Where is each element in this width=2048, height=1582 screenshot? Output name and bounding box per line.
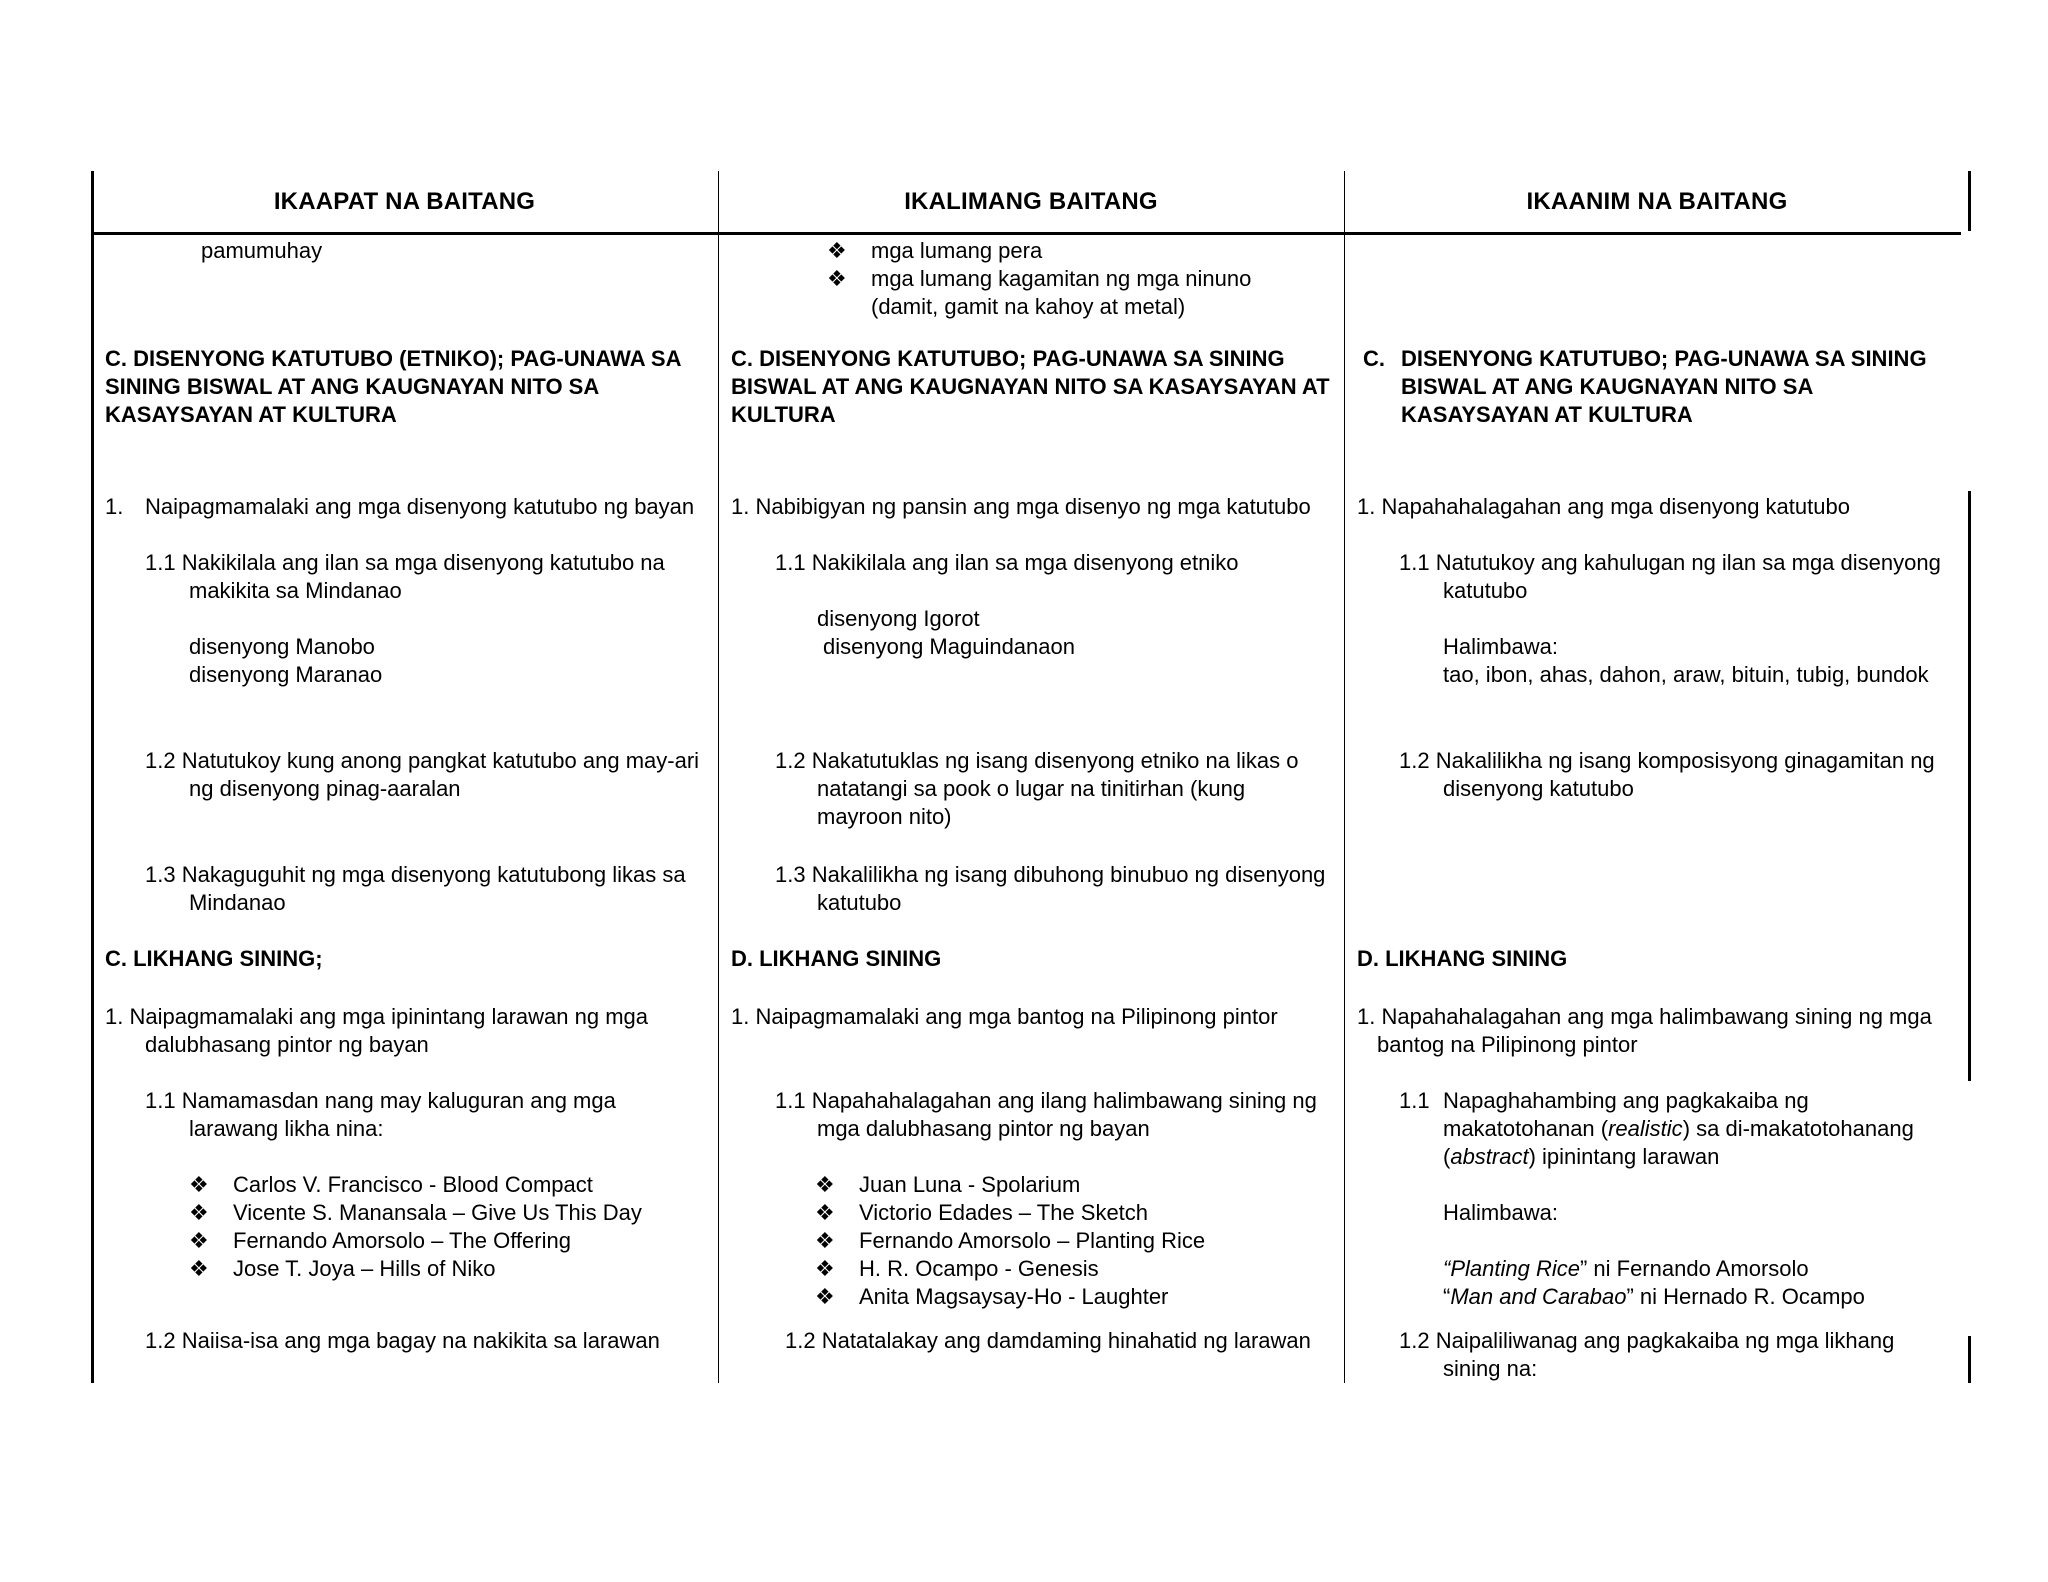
bullet-icon: ❖ [189, 1172, 209, 1197]
painting-entry: Carlos V. Francisco - Blood Compact [233, 1172, 593, 1197]
list-item [827, 265, 1277, 321]
column-grade-6 [1357, 235, 1957, 1383]
bullet-icon: ❖ [189, 1200, 209, 1225]
text-run: Napaghahambing ang pagkakaiba ng makatotohanan ( [1443, 1088, 1809, 1141]
text-run: ” ni Hernado R. Ocampo [1626, 1284, 1865, 1309]
section-heading-c: C. DISENYONG KATUTUBO; PAG-UNAWA SA SINING BISWAL AT ANG KAUGNAYAN NITO SA KASAYSAYAN AT KULTURA [731, 346, 1330, 427]
section-letter: C. [1363, 346, 1385, 371]
text-run-italic: “Planting Rice [1443, 1256, 1580, 1281]
curriculum-table [91, 171, 1961, 1383]
painting-list [815, 1171, 1331, 1311]
design-name: disenyong Maranao [189, 662, 383, 687]
painting-entry: Jose T. Joya – Hills of Niko [233, 1256, 496, 1281]
bullet-icon: ❖ [827, 266, 847, 291]
list-item [189, 1199, 705, 1227]
subitem-d1-2: 1.2 Naiisa-isa ang mga bagay na nakikita sa larawan [145, 1328, 660, 1353]
list-item [189, 1255, 705, 1283]
text-run-italic: realistic [1608, 1116, 1683, 1141]
painting-entry: H. R. Ocampo - Genesis [859, 1256, 1099, 1281]
section-heading-c: C. DISENYONG KATUTUBO (ETNIKO); PAG-UNAWA SA SINING BISWAL AT ANG KAUGNAYAN NITO SA KASAYSAYAN AT KULTURA [105, 346, 681, 427]
subitem-d1-1: 1.1 Napahahalagahan ang ilang halimbawang sining ng mga dalubhasang pintor ng bayan [775, 1088, 1317, 1141]
bullet-icon: ❖ [815, 1200, 835, 1225]
table-border-right-mid [1968, 491, 1971, 1081]
subitem-d1-1: 1.1 Namamasdan nang may kaluguran ang mga larawang likha nina: [145, 1088, 616, 1141]
list-item-1 [105, 493, 705, 521]
list-item-d1: 1. Napahahalagahan ang mga halimbawang sining ng mga bantog na Pilipinong pintor [1357, 1004, 1932, 1057]
example-list: tao, ibon, ahas, dahon, araw, bituin, tubig, bundok [1443, 662, 1929, 687]
text-run: ) ipinintang larawan [1528, 1144, 1720, 1169]
subitem-1-1: 1.1 Nakikilala ang ilan sa mga disenyong katutubo na makikita sa Mindanao [145, 550, 665, 603]
list-item [189, 1171, 705, 1199]
text-run: “ [1443, 1284, 1451, 1309]
painting-entry: Fernando Amorsolo – The Offering [233, 1228, 571, 1253]
table-border-left [91, 171, 94, 1383]
design-name: disenyong Igorot [817, 606, 980, 631]
subitem-number: 1.1 [1399, 1088, 1430, 1113]
subitem-d1-1 [1399, 1087, 1957, 1171]
bullet-icon: ❖ [827, 238, 847, 263]
subitem-1-2: 1.2 Nakalilikha ng isang komposisyong ginagamitan ng disenyong katutubo [1399, 748, 1935, 801]
design-name: disenyong Maguindanaon [823, 634, 1075, 659]
text-run-italic: Man and Carabao [1450, 1284, 1627, 1309]
header-grade-6: IKAANIM NA BAITANG [1526, 187, 1788, 215]
section-heading-c [1363, 345, 1957, 429]
column-divider-1 [718, 171, 719, 1383]
artifact-list [827, 237, 1277, 321]
column-grade-5 [731, 235, 1331, 1383]
design-name: disenyong Manobo [189, 634, 375, 659]
subitem-1-3: 1.3 Nakalilikha ng isang dibuhong binubuo ng disenyong katutubo [775, 862, 1326, 915]
text-run: ) sa di-makatotohanang ( [1443, 1116, 1914, 1169]
list-text: Naipagmamalaki ang mga disenyong katutubo ng bayan [145, 494, 695, 519]
subitem-d1-2: 1.2 Natatalakay ang damdaming hinahatid ng larawan [785, 1328, 1311, 1353]
painting-entry: Fernando Amorsolo – Planting Rice [859, 1228, 1206, 1253]
subitem-1-2: 1.2 Nakatutuklas ng isang disenyong etniko na likas o natatangi sa pook o lugar na tinitirhan (kung mayroon nito) [775, 748, 1299, 829]
list-item [815, 1171, 1331, 1199]
list-item [815, 1255, 1331, 1283]
bullet-icon: ❖ [815, 1284, 835, 1309]
list-item [815, 1199, 1331, 1227]
painting-entry: Juan Luna - Spolarium [859, 1172, 1081, 1197]
halimbawa-label: Halimbawa: [1443, 634, 1558, 659]
section-heading-d: C. LIKHANG SINING; [105, 946, 323, 971]
halimbawa-label: Halimbawa: [1443, 1200, 1558, 1225]
section-heading-d: D. LIKHANG SINING [1357, 946, 1568, 971]
bullet-icon: ❖ [815, 1172, 835, 1197]
header-grade-5: IKALIMANG BAITANG [904, 187, 1158, 215]
painting-entry: Vicente S. Manansala – Give Us This Day [233, 1200, 642, 1225]
list-number: 1. [105, 494, 124, 519]
column-divider-2 [1344, 171, 1345, 1383]
list-item-1: 1. Napahahalagahan ang mga disenyong katutubo [1357, 494, 1850, 519]
list-item-1: 1. Nabibigyan ng pansin ang mga disenyo ng mga katutubo [731, 494, 1311, 519]
subitem-1-1: 1.1 Nakikilala ang ilan sa mga disenyong etniko [775, 550, 1239, 575]
column-grade-4 [105, 235, 705, 1383]
section-title: DISENYONG KATUTUBO; PAG-UNAWA SA SINING BISWAL AT ANG KAUGNAYAN NITO SA KASAYSAYAN AT KULTURA [1401, 346, 1927, 427]
text-run: ” ni Fernando Amorsolo [1579, 1256, 1809, 1281]
subitem-d1-2: 1.2 Naipaliliwanag ang pagkakaiba ng mga likhang sining na: [1399, 1328, 1895, 1381]
painting-entry: Anita Magsaysay-Ho - Laughter [859, 1284, 1169, 1309]
text-line: pamumuhay [201, 238, 323, 263]
example-painting [1443, 1283, 1957, 1311]
list-item [815, 1283, 1331, 1311]
painting-entry: Victorio Edades – The Sketch [859, 1200, 1149, 1225]
list-item-d1: 1. Naipagmamalaki ang mga ipinintang larawan ng mga dalubhasang pintor ng bayan [105, 1004, 648, 1057]
subitem-1-3: 1.3 Nakaguguhit ng mga disenyong katutubong likas sa Mindanao [145, 862, 686, 915]
subitem-text [1443, 1087, 1957, 1171]
painting-list [189, 1171, 705, 1283]
example-painting [1443, 1255, 1957, 1283]
list-item [827, 237, 1277, 265]
subitem-1-1: 1.1 Natutukoy ang kahulugan ng ilan sa mga disenyong katutubo [1399, 550, 1941, 603]
bullet-icon: ❖ [189, 1256, 209, 1281]
list-item [189, 1227, 705, 1255]
list-item [815, 1227, 1331, 1255]
subitem-1-2: 1.2 Natutukoy kung anong pangkat katutubo ang may-ari ng disenyong pinag-aaralan [145, 748, 700, 801]
artifact-entry: mga lumang kagamitan ng mga ninuno (damit, gamit na kahoy at metal) [871, 266, 1252, 319]
bullet-icon: ❖ [815, 1228, 835, 1253]
table-border-right-bottom [1968, 1336, 1971, 1383]
section-heading-d: D. LIKHANG SINING [731, 946, 942, 971]
text-run-italic: abstract [1450, 1144, 1529, 1169]
bullet-icon: ❖ [815, 1256, 835, 1281]
bullet-icon: ❖ [189, 1228, 209, 1253]
list-item-d1: 1. Naipagmamalaki ang mga bantog na Pilipinong pintor [731, 1004, 1278, 1029]
artifact-entry: mga lumang pera [871, 238, 1043, 263]
header-grade-4: IKAAPAT NA BAITANG [273, 187, 536, 215]
